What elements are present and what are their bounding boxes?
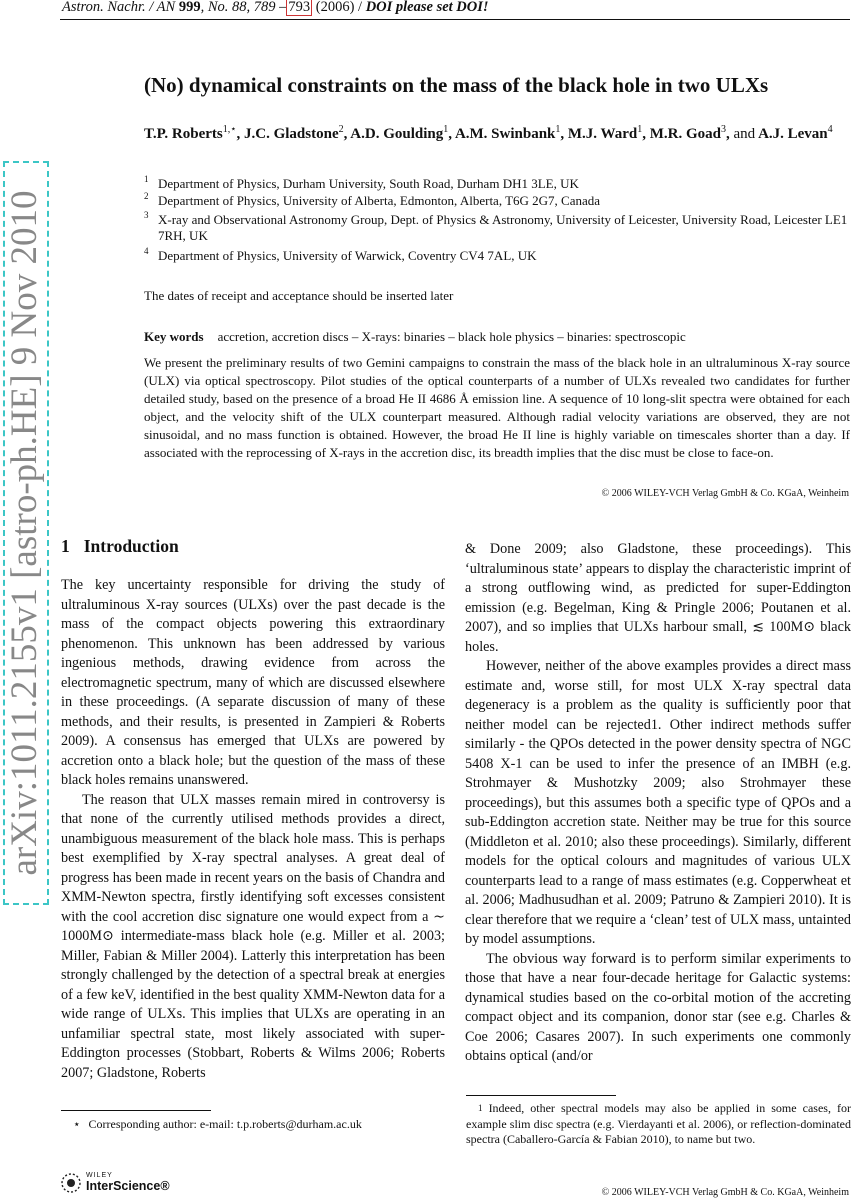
globe-icon <box>60 1172 82 1194</box>
left-column <box>61 576 445 1083</box>
affiliation-1: 1 Department of Physics, Durham University, South Road, Durham DH1 3LE, UK <box>144 174 579 191</box>
paragraph: The obvious way forward is to perform similar experiments to those that have a near four-decade heritage for Galactic systems: dynamical studies based on the co-orbital motion of the accreting compact object and its companion, donor star (see e.g. Charles & Coe 2006; Casares 2007). In such experiments one commonly obtains optical (and/or <box>465 950 851 1064</box>
running-header: Astron. Nachr. / AN 999, No. 88, 789 – 793 (2006) / DOI please set DOI! <box>62 0 489 15</box>
paragraph: The reason that ULX masses remain mired in controversy is that none of the currently utilised methods provides a direct, unambiguous measurement of the black hole mass. This is perhaps best exemplified by X-ray spectral analyses. A great deal of progress has been made in recent years on the basis of Chandra and XMM-Newton spectra, firstly identifying soft excesses consistent with the cool accretion disc signature one would expect from a ∼ 1000M⊙ intermediate-mass black hole (e.g. Miller et al. 2003; Miller, Fabian & Miller 2004). Latterly this interpretation has been strongly challenged by the detection of a spectral break at energies of a few keV, identified in the best quality XMM-Newton data for a wide range of ULXs. This implies that ULXs are operating in an unfamiliar spectral state, most likely associated with super-Eddington processes (Stobbart, Roberts & Wilms 2006; Roberts 2007; Gladstone, Roberts <box>61 791 445 1081</box>
affiliation-3: 3 X-ray and Observational Astronomy Group, Dept. of Physics & Astronomy, University of Leicester, University Road, Leicester LE1 7RH, UK <box>144 210 848 243</box>
right-column <box>465 540 851 1067</box>
dates-note: The dates of receipt and acceptance should be inserted later <box>144 288 454 303</box>
keywords: Key words accretion, accretion discs – X-rays: binaries – black hole physics – binaries: spectroscopic <box>144 329 686 344</box>
volume: 999 <box>178 0 201 15</box>
affiliation-4: 4 Department of Physics, University of Warwick, Coventry CV4 7AL, UK <box>144 246 537 263</box>
arxiv-stamp[interactable]: arXiv:1011.2155v1 [astro-ph.HE] 9 Nov 2010 <box>3 161 49 905</box>
footnote-rule-left <box>61 1110 211 1111</box>
footnote-corresponding-author: ⋆ Corresponding author: e-mail: t.p.roberts@durham.ac.uk <box>73 1117 362 1131</box>
copyright-notice: © 2006 WILEY-VCH Verlag GmbH & Co. KGaA, Weinheim <box>601 488 849 499</box>
affiliation-2: 2 Department of Physics, University of Alberta, Edmonton, Alberta, T6G 2G7, Canada <box>144 191 601 208</box>
header-rule <box>60 19 850 20</box>
paragraph: & Done 2009; also Gladstone, these proceedings). This ‘ultraluminous state’ appears to display the characteristic imprint of a strong outflowing wind, as predicted for super-Eddington emission (e.g. Begelman, King & Pringle 2006; Poutanen et al. 2007), and so implies that ULXs harbour small, ≲ 100M⊙ black holes. <box>465 541 851 655</box>
paper-title: (No) dynamical constraints on the mass of the black hole in two ULXs <box>144 73 769 97</box>
abstract: We present the preliminary results of two Gemini campaigns to constrain the mass of the black hole in an ultraluminous X-ray source (ULX) via optical spectroscopy. Pilot studies of the optical counterparts of a number of ULXs revealed two candidates for further detailed study, based on the presence of a broad He II 4686 Å emission line. A sequence of 10 long-slit spectra were obtained for each object, and the velocity shift of the ULX counterpart measured. Although radial velocity variations are observed, they are not sinusoidal, and no mass function is obtained. However, the broad He II line is highly variable on timescales shorter than a day. If associated with the reprocessing of X-rays in the accretion disc, its breadth implies that the disc must be close to face-on. <box>144 355 850 460</box>
footnote-1: $^1$ Indeed, other spectral models may also be applied in some cases, for example slim disc spectra (e.g. Vierdayanti et al. 2006), or reflection-dominated spectra (Caballero-García & Fabian 2010), to name but two. <box>466 1101 851 1146</box>
paragraph: The key uncertainty responsible for driving the study of ultraluminous X-ray sources (ULXs) over the past decade is the mass of the compact objects powering this extraordinary phenomenon. This unknown has been addressed by various ingenious methods, drawing evidence from across the electromagnetic spectrum, many of which are discussed elsewhere in these proceedings. (A separate discussion of many of these methods, and their results, is presented in Zampieri & Roberts 2009). A consensus has emerged that ULXs are powered by accretion onto a black hole; but the question of the mass of these black holes remains unanswered. <box>61 577 445 788</box>
copyright-footer: © 2006 WILEY-VCH Verlag GmbH & Co. KGaA, Weinheim <box>601 1187 849 1198</box>
section-heading: 1 Introduction <box>61 536 179 556</box>
author-list: T.P. Roberts$^{1,⋆}$, J.C. Gladstone$^2$, A.D. Goulding$^1$, A.M. Swinbank$^1$, M.J. Ward$^1$, M.R. Goad$^3$, and A.J. Levan$^4$ <box>144 124 833 142</box>
paragraph: However, neither of the above examples provides a direct mass estimate and, worse still, for most ULX X-ray spectral data degeneracy is a problem as the quality is sufficiently poor that neither model can be rejected1. Other indirect methods suffer similarly - the QPOs detected in the power density spectra of NGC 5408 X-1 can be used to infer the presence of an IMBH (e.g. Strohmayer & Mushotzky 2009; also Strohmayer these proceedings), but this assumes both a specific type of QPOs and a sub-Eddington accretion state. Neither may be true for this source (Middleton et al. 2010; also these proceedings). Similarly, different models for the optical colours and magnitudes of various ULX counterparts lead to a range of mass estimates (e.g. Copperwheat et al. 2006; Madhusudhan et al. 2009; Patruno & Zampieri 2010). It is clear therefore that we require a ‘clean’ test of ULX mass, untainted by model assumptions. <box>465 658 851 947</box>
footnote-rule-right <box>466 1095 616 1096</box>
last-page-link[interactable]: 793 <box>288 0 311 15</box>
doi: DOI please set DOI! <box>365 0 489 15</box>
